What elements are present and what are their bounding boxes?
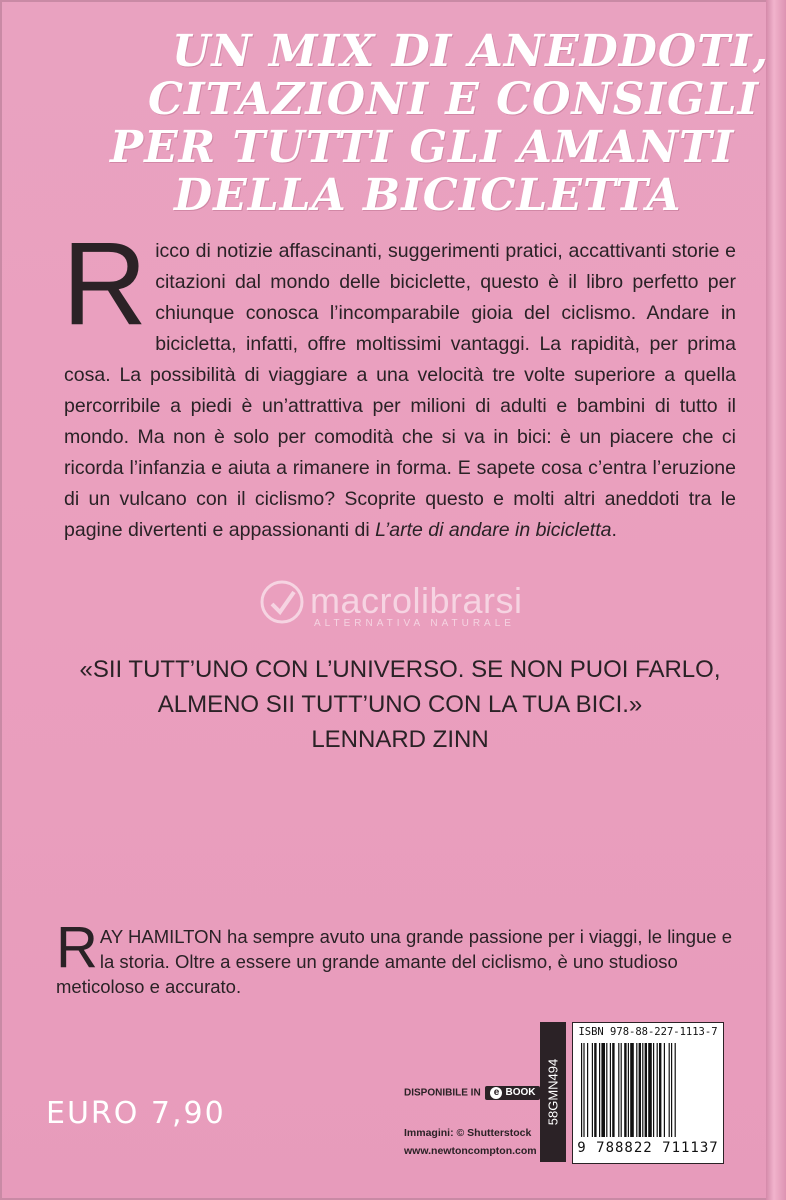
barcode-bar xyxy=(587,1043,588,1137)
product-code-strip xyxy=(540,1022,566,1162)
barcode-bar xyxy=(621,1043,622,1137)
barcode-bar xyxy=(659,1043,661,1137)
headline xyxy=(96,26,769,221)
cover-edge xyxy=(766,0,786,1200)
quote-author: LENNARD ZINN xyxy=(311,726,489,753)
quote-line: ALMENO SII TUTT’UNO CON LA TUA BICI.» xyxy=(157,691,643,718)
barcode-bar xyxy=(628,1043,629,1137)
image-credit: Immagini: © Shutterstock xyxy=(404,1127,532,1139)
barcode-bar xyxy=(599,1043,600,1137)
barcode-bar xyxy=(671,1043,672,1137)
headline-line: CITAZIONI E CONSIGLI xyxy=(148,74,760,125)
headline-line: UN MIX DI ANEDDOTI, xyxy=(172,26,769,77)
ebook-badge-text: BOOK xyxy=(505,1087,536,1098)
barcode-bar xyxy=(653,1043,654,1137)
barcode xyxy=(572,1022,724,1164)
barcode-bar xyxy=(664,1043,665,1137)
barcode-bar xyxy=(624,1043,626,1137)
description-paragraph xyxy=(62,218,736,546)
headline-line: DELLA BICICLETTA xyxy=(174,170,682,221)
barcode-bar xyxy=(592,1043,593,1137)
barcode-bar xyxy=(636,1043,637,1137)
barcode-bar xyxy=(612,1043,614,1137)
watermark-logo-icon xyxy=(258,578,306,626)
credits xyxy=(404,1124,537,1160)
quote-line: «SII TUTT’UNO CON L’UNIVERSO. SE NON PUOI FARLO, xyxy=(79,656,721,683)
barcode-number: 9 788822 711137 xyxy=(577,1140,719,1156)
barcode-bar xyxy=(645,1043,647,1137)
product-code: 58GMN494 xyxy=(545,1058,561,1126)
drop-cap: R xyxy=(62,218,148,350)
barcode-bar xyxy=(594,1043,596,1137)
headline-line: PER TUTTI GLI AMANTI xyxy=(110,122,735,173)
barcode-bar xyxy=(648,1043,652,1137)
bio-text: AY HAMILTON ha sempre avuto una grande passione per i viaggi, le lingue e la storia. Oltre a essere un grande amante del ciclismo, è uno studioso meticoloso e accurato. xyxy=(56,926,732,997)
barcode-bar xyxy=(581,1043,582,1137)
availability-label: DISPONIBILE IN xyxy=(404,1087,481,1099)
barcode-bar xyxy=(639,1043,641,1137)
ebook-badge xyxy=(485,1086,540,1100)
isbn-label: ISBN 978-88-227-1113-7 xyxy=(578,1026,718,1038)
ebook-availability xyxy=(404,1086,540,1100)
barcode-bar xyxy=(583,1043,584,1137)
price: EURO 7,90 xyxy=(46,1096,226,1131)
barcode-bar xyxy=(610,1043,611,1137)
book-title: L’arte di andare in bicicletta xyxy=(375,519,612,541)
watermark-name: macrolibrarsi xyxy=(310,580,523,621)
barcode-bar xyxy=(606,1043,607,1137)
publisher-website: www.newtoncompton.com xyxy=(404,1145,537,1157)
barcode-bar xyxy=(642,1043,643,1137)
watermark-tagline: ALTERNATIVA NATURALE xyxy=(314,618,515,629)
description-text: icco di notizie affascinanti, suggerimenti pratici, accattivanti storie e citazioni dal mondo delle biciclette, questo è il libro perfetto per chiunque conosca l’incomparabile gioia del ciclismo. Andare in bicicletta, infatti, offre moltissimi vantaggi. La rapidità, per prima cosa. La possibilità di viaggiare a una velocità tre volte superiore a quella percorribile a piedi è un’attrattiva per milioni di adulti e bambini di tutto il mondo. Ma non è solo per comodità che si va in bici: è un piacere che ci ricorda l’infanzia e aiuta a rimanere in forma. E sapete cosa c’entra l’eruzione di un vulcano con il ciclismo? Scoprite questo e molti altri aneddoti tra le pagine divertenti e appassionanti di xyxy=(64,240,736,541)
barcode-bars xyxy=(581,1043,715,1137)
watermark xyxy=(258,578,548,638)
quote xyxy=(60,652,740,757)
barcode-bar xyxy=(601,1043,605,1137)
description-end: . xyxy=(611,519,617,541)
ebook-e-icon: e xyxy=(490,1087,502,1099)
barcode-bar xyxy=(657,1043,658,1137)
barcode-bar xyxy=(669,1043,670,1137)
barcode-bar xyxy=(675,1043,676,1137)
barcode-bar xyxy=(630,1043,634,1137)
barcode-bar xyxy=(618,1043,619,1137)
bio-drop-cap: R xyxy=(56,915,98,980)
author-bio xyxy=(56,915,740,999)
